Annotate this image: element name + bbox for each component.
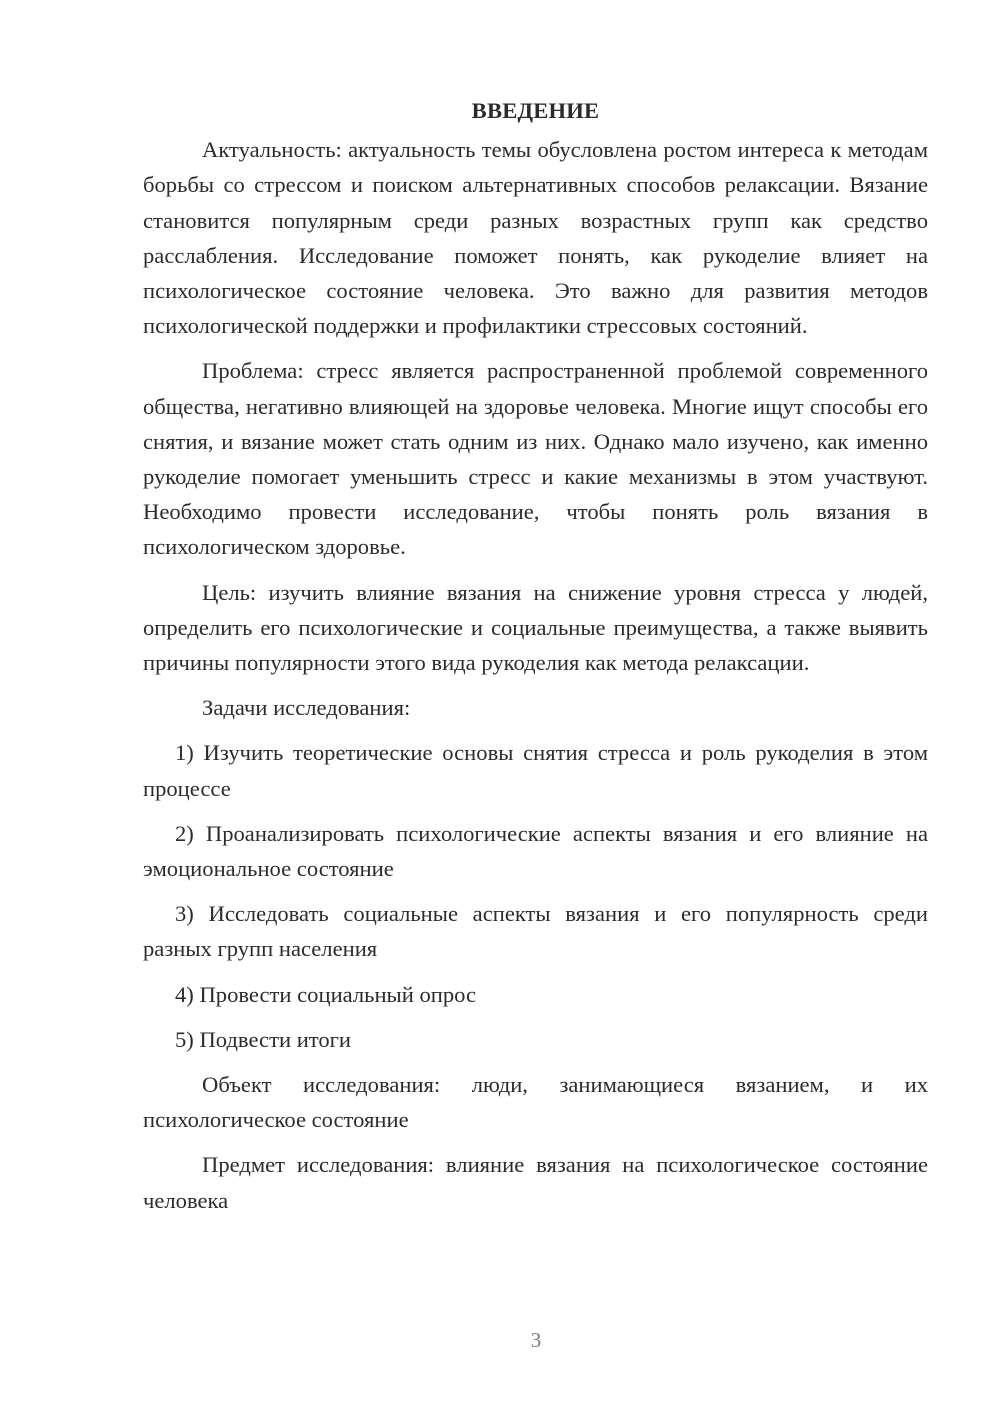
task-item: 4) Провести социальный опрос <box>175 981 477 1007</box>
task-item: 1) Изучить теоретические основы снятия стресса и роль рукоделия в этом процессе <box>143 740 928 801</box>
object-paragraph: Объект исследования: люди, занимающиеся вязанием, и их психологическое состояние <box>143 1072 928 1133</box>
tasks-list <box>143 735 928 1057</box>
subject-paragraph: Предмет исследования: влияние вязания на психологическое состояние человека <box>143 1152 928 1213</box>
task-item: 2) Проанализировать психологические аспекты вязания и его влияние на эмоциональное состояние <box>143 820 928 882</box>
page-content <box>143 93 928 1228</box>
task-item: 5) Подвести итоги <box>175 1026 352 1052</box>
page-number: 3 <box>530 1328 542 1352</box>
problem-paragraph: Проблема: стресс является распространенной проблемой современного общества, негативно влияющей на здоровье человека. Многие ищут способы его снятия, и вязание может стать одним из них. Однако мало изучено, как именно рукоделие помогает уменьшить стресс и какие механизмы в этом участвуют. Необходимо провести исследование, чтобы понять роль вязания в психологическом здоровье. <box>143 358 928 560</box>
task-item: 3) Исследовать социальные аспекты вязания и его популярность среди разных групп населения <box>143 901 928 962</box>
tasks-heading: Задачи исследования: <box>202 695 411 721</box>
relevance-paragraph: Актуальность: актуальность темы обусловлена ростом интереса к методам борьбы со стрессом и поиском альтернативных способов релаксации. Вязание становится популярным среди разных возрастных групп как средство расслабления. Исследование поможет понять, как рукоделие влияет на психологическое состояние человека. Это важно для развития методов психологической поддержки и профилактики стрессовых состояний. <box>143 137 928 339</box>
section-title: ВВЕДЕНИЕ <box>471 98 600 123</box>
goal-paragraph: Цель: изучить влияние вязания на снижение уровня стресса у людей, определить его психологические и социальные преимущества, а также выявить причины популярности этого вида рукоделия как метода релаксации. <box>143 579 928 676</box>
